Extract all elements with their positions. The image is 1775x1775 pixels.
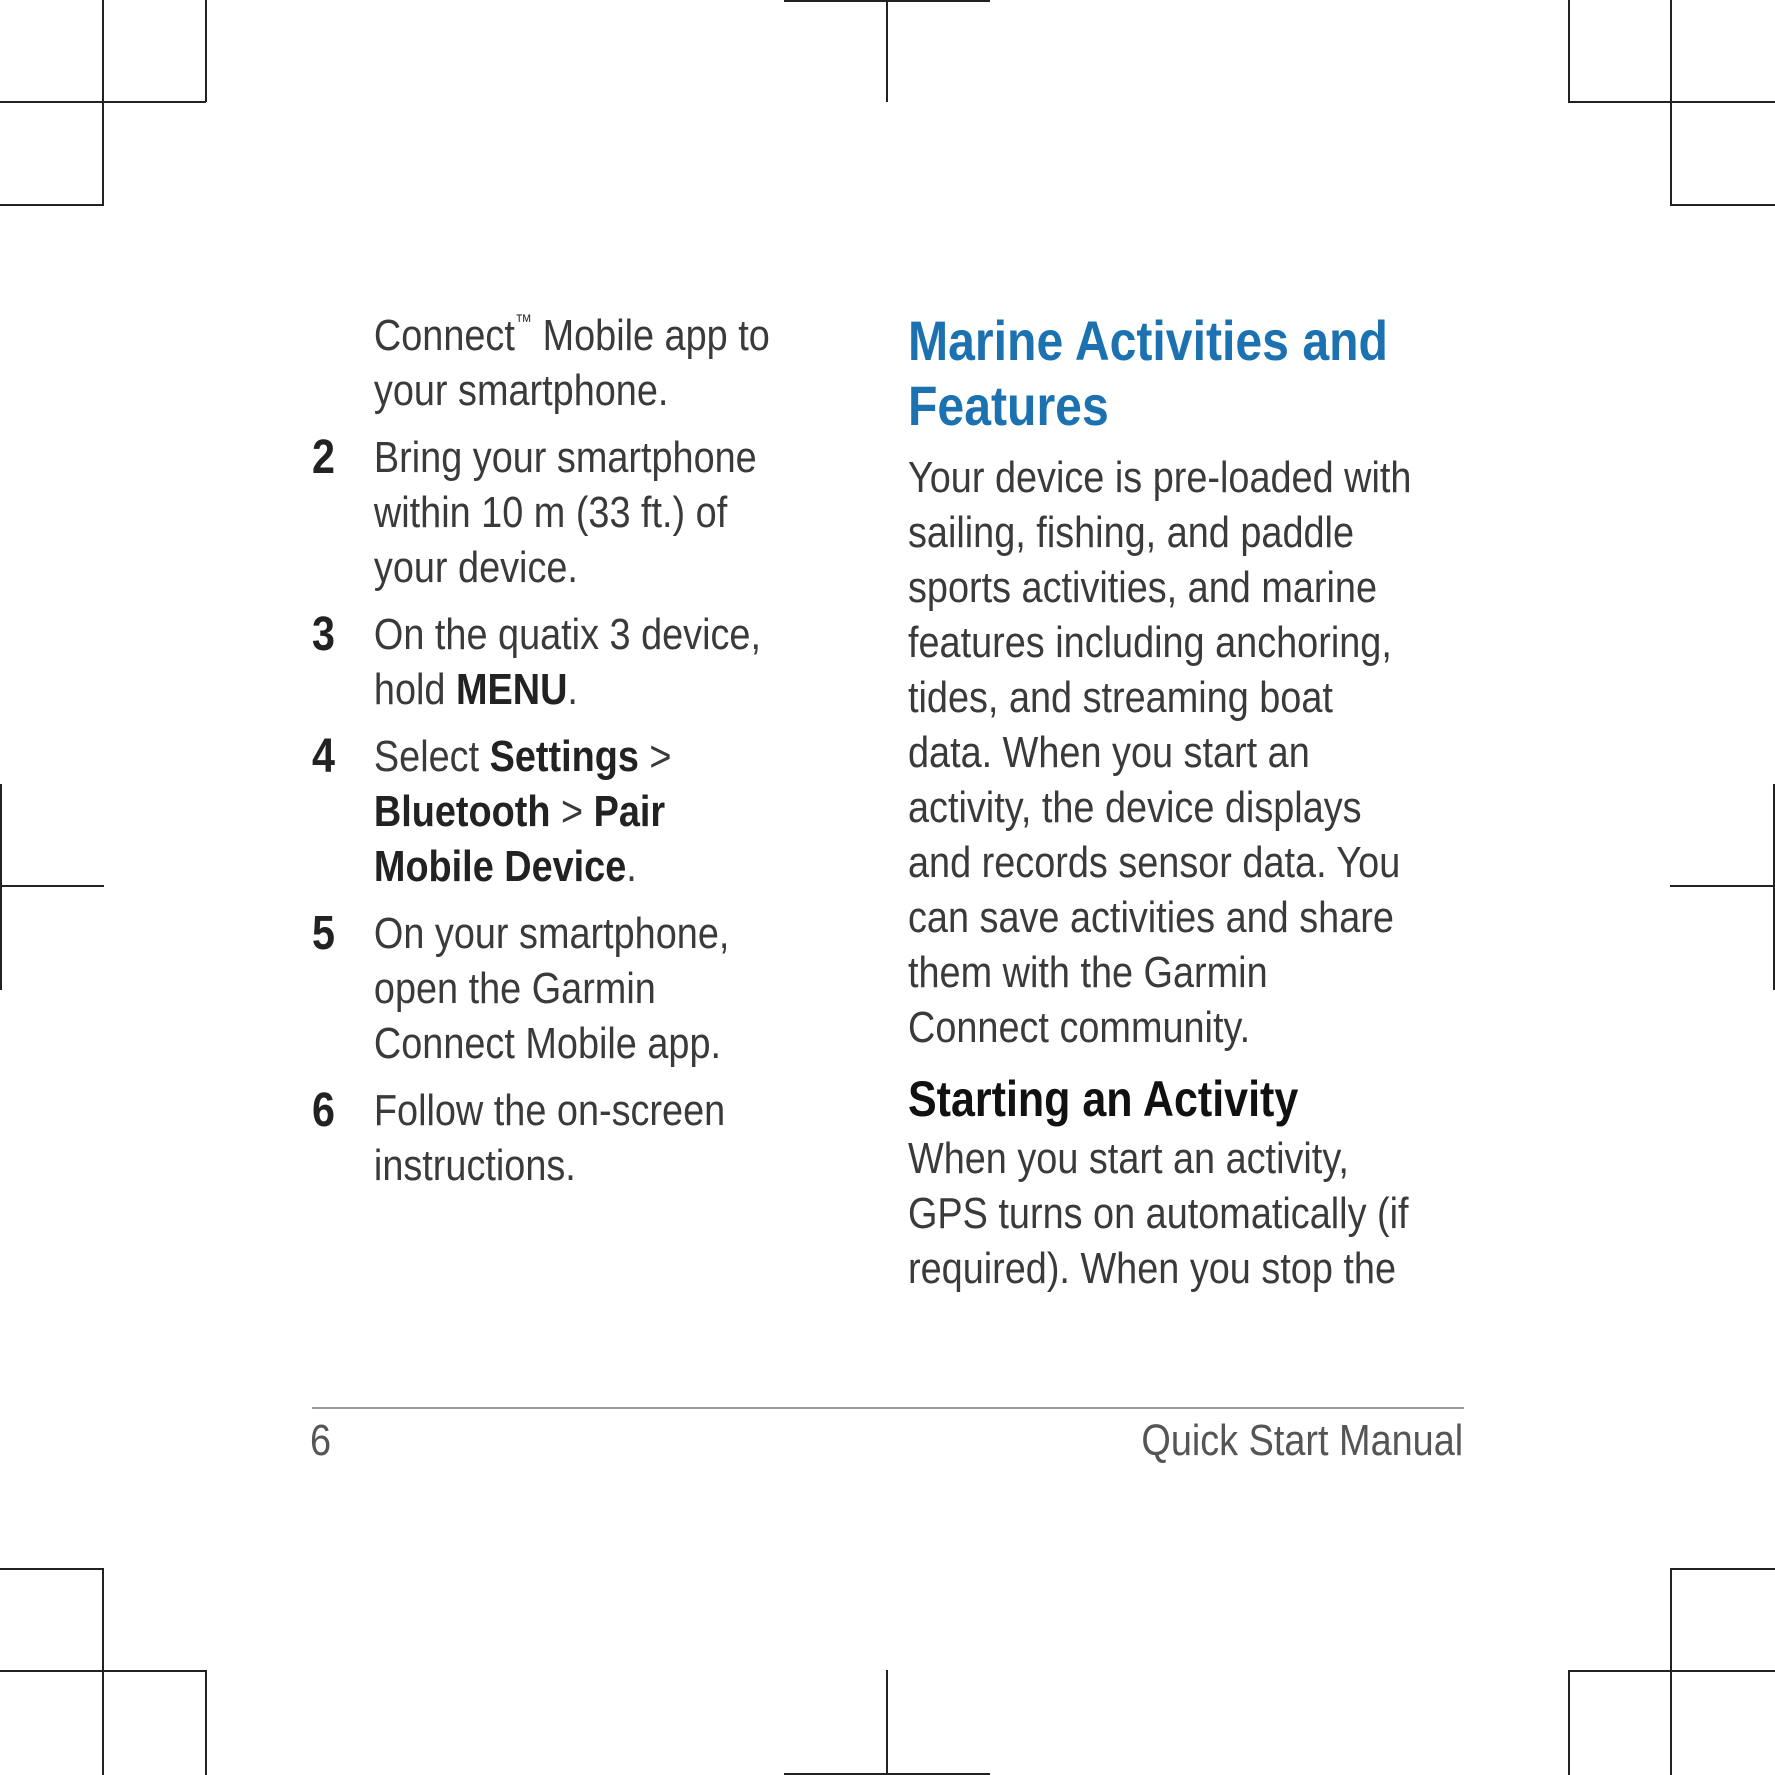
step-3: 3 On the quatix 3 device, hold MENU. (312, 608, 761, 714)
right-column (908, 308, 1415, 1296)
settings-label: Settings (489, 732, 639, 781)
step-number: 4 (312, 730, 335, 783)
step-text: Follow the on-screen instructions. (373, 1086, 726, 1190)
step-number: 6 (312, 1084, 335, 1137)
step-1-continuation: Connect™ Mobile app to your smartphone. (373, 311, 770, 415)
subsection-heading: Starting an Activity (908, 1071, 1299, 1127)
step-number: 5 (312, 907, 335, 960)
section-paragraph: Your device is pre-loaded with sailing, fishing, and paddle sports activities, and marine features including anchoring, tides, and streaming boat data. When you start an activity, the device displays and records sensor data. You can save activities and share them with the Garmin Connect community. (908, 453, 1412, 1052)
step-number: 3 (312, 608, 335, 661)
pair-mobile-device-label: Pair Mobile Device (373, 787, 666, 891)
section-heading: Marine Activities and Features (908, 309, 1388, 437)
manual-title: Quick Start Manual (1141, 1416, 1463, 1465)
footer-rule (312, 1407, 1464, 1409)
step-4: 4 Select Settings > Bluetooth > Pair Mobile Device. (312, 730, 672, 891)
step-number: 2 (312, 431, 335, 484)
step-text: On your smartphone, open the Garmin Connect Mobile app. (373, 909, 730, 1068)
step-2 (312, 430, 776, 595)
subsection-paragraph: When you start an activity, GPS turns on automatically (if required). When you stop the (908, 1134, 1409, 1293)
step-text: Bring your smartphone within 10 m (33 ft.) of your device. (373, 433, 757, 592)
bluetooth-label: Bluetooth (373, 787, 551, 836)
page-number: 6 (310, 1416, 332, 1465)
menu-key: MENU (455, 665, 568, 714)
step-5 (312, 906, 776, 1071)
trademark-symbol: ™ (514, 311, 533, 334)
left-column (312, 308, 776, 1205)
step-6 (312, 1083, 776, 1193)
